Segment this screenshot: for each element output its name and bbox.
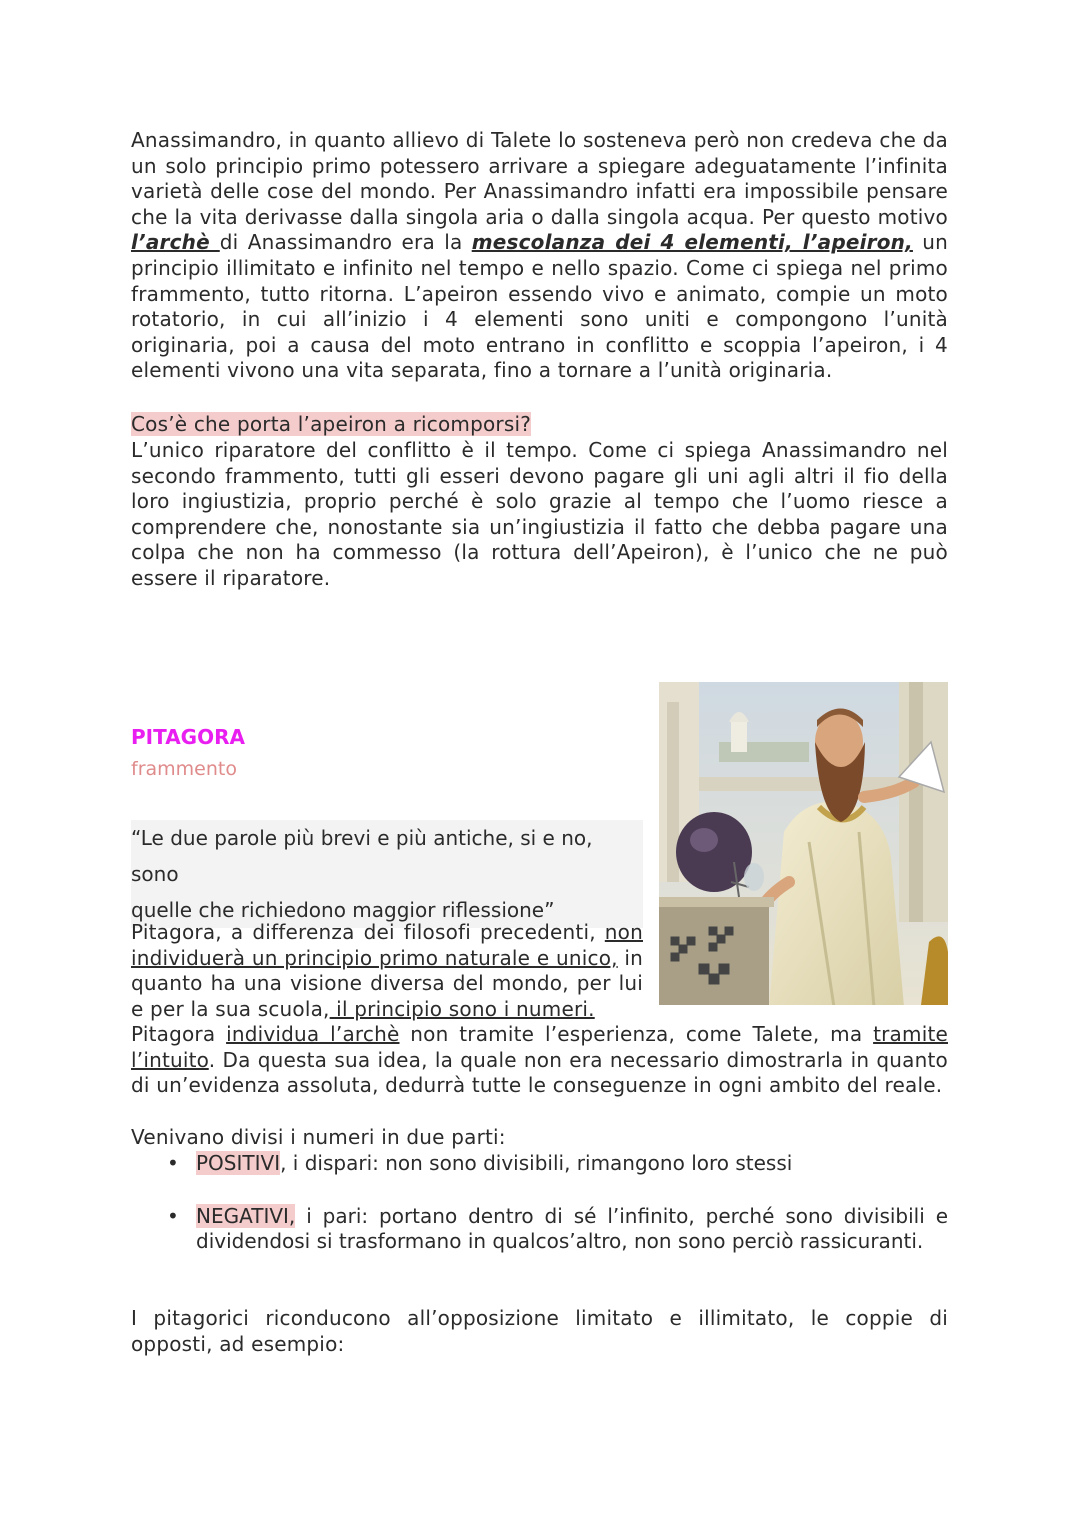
bullet-dot-icon: • bbox=[167, 1151, 179, 1175]
positivi-term: POSITIVI bbox=[196, 1151, 281, 1175]
negativi-text: i pari: portano dentro di sé l’infinito, perché sono divisibili e dividendosi si trasformano in qualcos’altro, non sono perciò rassicuranti. bbox=[196, 1203, 948, 1254]
pythagoras-illustration bbox=[659, 682, 948, 1005]
p2-text-a: Pitagora bbox=[131, 1022, 227, 1046]
p1-underline-2: il principio sono i numeri. bbox=[329, 996, 595, 1021]
numbers-list bbox=[131, 1151, 948, 1255]
answer-paragraph: L’unico riparatore del conflitto è il tempo. Come ci spiega Anassimandro nel secondo frammento, tutti gli esseri devono pagare gli uni agli altri il fio della loro ingiustizia, proprio perché è solo grazie al tempo che l’uomo riesce a comprendere che, nonostante sia un’ingiustizia il fatto che debba pagare una colpa che non ha commesso (la rottura dell’Apeiron), è l’unico che ne può essere il riparatore. bbox=[131, 438, 948, 590]
intro-text-3: un principio illimitato e infinito nel tempo e nello spazio. Come ci spiega nel primo frammento, tutto ritorna. L’apeiron essendo vivo e animato, compie un moto rotatorio, in cui all’inizio i 4 elementi sono uniti e compongono l’unità originaria, poi a causa del moto entrano in conflitto e scoppia l’apeiron, i 4 elementi vivono una vita separata, fino a tornare a l’unità originaria. bbox=[131, 230, 948, 383]
quote-block bbox=[131, 820, 643, 928]
section-title: PITAGORA bbox=[131, 725, 245, 749]
intro-text-1: Anassimandro, in quanto allievo di Talete lo sosteneva però non credeva che da un solo principio primo potessero arrivare a spiegare adeguatamente l’infinita varietà delle cose del mondo. Per Anassimandro infatti era impossibile pensare che la vita derivasse dalla singola aria o dalla singola acqua. Per questo motivo bbox=[131, 128, 948, 229]
pitagora-paragraph-2 bbox=[131, 1022, 948, 1099]
p2-text-c: . Da questa sua idea, la quale non era necessario dimostrarla in quanto di un’evidenza assoluta, dedurrà tutte le conseguenze in ogni ambito del reale. bbox=[131, 1047, 948, 1098]
p1-text-b: in quanto ha una visione diversa del mondo, per lui e per la sua scuola, bbox=[131, 945, 643, 1021]
p1-text-a: Pitagora, a differenza dei filosofi precedenti, bbox=[131, 920, 605, 944]
list-item bbox=[131, 1204, 948, 1255]
question-heading: Cos’è che porta l’apeiron a ricomporsi? bbox=[131, 412, 532, 436]
arche-term: l’archè bbox=[131, 230, 220, 255]
quote-line-1: “Le due parole più brevi e più antiche, si e no, sono bbox=[131, 826, 593, 886]
intro-text-2: di Anassimandro era la bbox=[219, 230, 472, 255]
negativi-term: NEGATIVI, bbox=[196, 1203, 296, 1228]
intro-paragraph bbox=[131, 128, 948, 384]
p1-underline-1: non individuerà un principio primo naturale e unico, bbox=[131, 920, 643, 970]
quote-line-2: quelle che richiedono maggior riflessione” bbox=[131, 898, 555, 922]
p2-text-b: non tramite l’esperienza, come Talete, ma bbox=[399, 1022, 874, 1046]
mescolanza-term: mescolanza dei 4 elementi, l’apeiron, bbox=[471, 230, 913, 255]
closing-paragraph: I pitagorici riconducono all’opposizione limitato e illimitato, le coppie di opposti, ad esempio: bbox=[131, 1306, 948, 1356]
positivi-text: , i dispari: non sono divisibili, rimangono loro stessi bbox=[280, 1151, 793, 1175]
divisi-line: Venivano divisi i numeri in due parti: bbox=[131, 1125, 506, 1149]
list-item bbox=[131, 1151, 948, 1177]
question-line bbox=[131, 412, 948, 438]
pitagora-paragraph-1 bbox=[131, 920, 643, 1022]
bullet-dot-icon: • bbox=[167, 1203, 179, 1228]
p2-underline-2: tramite l’intuito bbox=[131, 1022, 948, 1072]
section-subtitle: frammento bbox=[131, 758, 237, 780]
p2-underline-1: individua l’archè bbox=[226, 1022, 400, 1046]
